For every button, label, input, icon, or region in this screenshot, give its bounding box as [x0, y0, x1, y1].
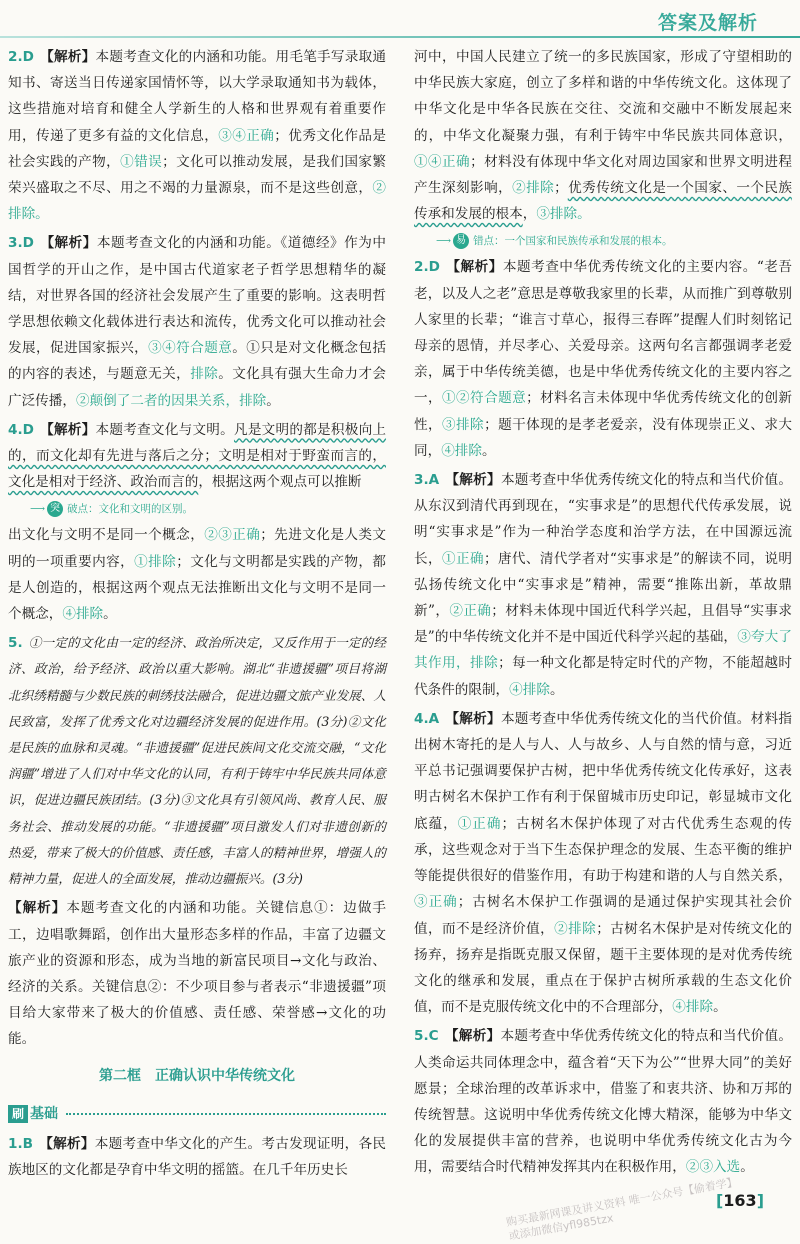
- analysis-paragraph: [8, 895, 386, 1052]
- answer-note: ①排除: [134, 553, 177, 570]
- answer-note: ①正确: [457, 815, 502, 832]
- analysis-tag: 【解析】: [39, 49, 96, 65]
- analysis-text: ；文化可以推动发展，是我们国家繁荣兴盛取之不尽、用之不竭的力量源泉，而不是这些创意，: [8, 153, 386, 197]
- tip-text: 错点：一个国家和民族传承和发展的根本。: [473, 235, 673, 248]
- question-number: 2.D: [414, 259, 440, 276]
- answer-entry: [8, 44, 386, 227]
- analysis-text: ；材料名言未体现中华优秀传统文化的创新性，: [414, 390, 792, 433]
- answer-note: ③排除。: [536, 206, 591, 223]
- question-number: 3.D: [8, 235, 34, 252]
- answer-note: 排除: [190, 366, 219, 383]
- answer-entry: [414, 254, 792, 464]
- model-answer: ①一定的文化由一定的经济、政治所决定，又反作用于一定的经济、政治，给予经济、政治以重大影响。湖北“非遗援疆”项目将湖北织绣精髓与少数民族的刺绣技法融合，促进边疆文旅产业发展、人民致富，发挥了优秀文化对边疆经济发展的促进作用。(3分)②文化是民族的血脉和灵魂。“非遗援疆”促进民族间文化交流交融，“文化润疆”增进了人们对中华文化的认同，有利于铸牢中华民族共同体意识，促进边疆民族团结。(3分)③文化具有引领风尚、教育人民、服务社会、推动发展的功能。“非遗援疆”项目激发人们对非遗创新的热爱，带来了极大的价值感、责任感，丰富人的精神世界，增强人的精神力量，促进人的全面发展，推动边疆振兴。(3分): [8, 635, 386, 887]
- question-number: 4.D: [8, 421, 34, 438]
- analysis-tag: 【解析】: [445, 710, 501, 727]
- analysis-text: 本题考查文化的内涵和功能。《道德经》作为中国哲学的开山之作，是中国古代道家老子哲学思想精华的凝结，对世界各国的经济社会发展产生了重要的影响。这表明哲学思想依赖文化载体进行表达和流传，优秀文化可以推动社会发展，促进国家振兴，: [8, 235, 386, 357]
- answer-entry: [414, 706, 792, 1020]
- key-sentence: 优秀传统文化是一个国家、一个民族传承和发展的根本: [414, 180, 792, 223]
- right-column: [414, 44, 792, 1184]
- question-number: 3.A: [414, 472, 440, 489]
- answer-entry: [8, 230, 386, 413]
- tip-note: [30, 498, 386, 520]
- answer-entry: [8, 1131, 386, 1183]
- analysis-text: ；材料没有体现中华文化对周边国家和世界文明进程产生深刻影响，: [414, 153, 792, 197]
- tip-arrow-icon: ⟶: [436, 235, 452, 248]
- analysis-tag: 【解析】: [8, 900, 67, 917]
- practice-badge: 刷: [8, 1105, 28, 1123]
- analysis-text: ；古树名木保护工作强调的是通过保护实现其社会价值，而不是经济价值，: [414, 894, 793, 937]
- answer-note: ④排除: [62, 606, 104, 623]
- left-entries: [8, 44, 386, 1053]
- analysis-text: 本题考查中华优秀传统文化的主要内容。“老吾老，以及人之老”意思是尊敬我家里的长辈，从而推广到尊敬别人家里的长辈；“谁言寸草心，报得三春晖”提醒人们时刻铭记母亲的恩情，并尽孝心、关爱母亲。这两句名言都强调孝老爱亲，属于中华传统美德，也是中华优秀传统文化的主要内容之一，: [414, 259, 792, 407]
- analysis-text: 本题考查中华优秀传统文化的特点和当代价值。人类命运共同体理念中，蕴含着“天下为公”“世界大同”的美好愿景；全球治理的改革诉求中，借鉴了和衷共济、协和万邦的传统智慧。这说明中华优秀传统文化博大精深，能够为中华文化的发展提供丰富的营养，也说明中华优秀传统文化古为今用，需要结合时代精神发挥其内在积极作用，: [414, 1028, 793, 1176]
- analysis-tag: 【解析】: [39, 235, 97, 252]
- tip-note: [436, 230, 792, 252]
- answer-entry-continued: [8, 522, 386, 627]
- question-number: 4.A: [414, 710, 440, 727]
- left-entries-after-section: [8, 1131, 386, 1183]
- analysis-text: 。文化具有强大生命力才会广泛传播，: [8, 366, 386, 409]
- question-number: 5.C: [414, 1028, 439, 1045]
- answer-note: ②排除。: [8, 180, 386, 223]
- analysis-text: ，: [522, 206, 537, 223]
- page-header-title: 答案及解析: [657, 12, 758, 34]
- watermark-text: 购买最新网课及讲义资料 唯一公众号【偷着学】或添加微信yfl985tzx: [505, 1176, 734, 1243]
- analysis-text: 本题考查文化的内涵和功能。关键信息①：边做手工，边唱歌舞蹈，创作出大量形态多样的作品，丰富了边疆文旅产业的资源和形态，成为当地的新富民项目→文化与政治、经济的关系。关键信息②：不少项目参与者表示“非遗援疆”项目给大家带来了极大的价值感、责任感、荣誉感→文化的功能。: [8, 900, 387, 1048]
- answer-entry: [414, 44, 792, 227]
- answer-note: ①正确: [441, 550, 484, 567]
- answer-note: ②③正确: [204, 527, 261, 544]
- analysis-text: 本题考查中华优秀传统文化的当代价值。材料指出树木寄托的是人与人、人与故乡、人与自然的情与意，习近平总书记强调要保护古树，把中华优秀传统文化传承好，这表明古树名木保护工作有利于保留城市历史印记，彰显城市文化底蕴，: [414, 710, 793, 832]
- analysis-tag: 【解析】: [38, 1135, 95, 1152]
- analysis-text: 。: [740, 1159, 754, 1176]
- analysis-text: ；唐代、清代学者对“实事求是”的解读不同，说明弘扬传统文化中“实事求是”精神，需要“推陈出新，革故鼎新”，: [414, 550, 793, 620]
- analysis-text: 。: [549, 681, 564, 698]
- tip-text: 破点：文化和文明的区别。: [67, 503, 194, 516]
- analysis-text: ；先进文化是人类文明的一项重要内容，: [8, 527, 386, 570]
- answer-entry: [8, 630, 386, 892]
- analysis-text: ；每一种文化都是特定时代的产物，不能超越时代条件的限制，: [414, 655, 792, 698]
- analysis-text: ；材料未体现中国近代科学兴起，且倡导“实事求是”的中华传统文化并不是中国近代科学兴起的基础，: [414, 603, 793, 646]
- analysis-text: 出文化与文明不是同一个概念，: [8, 527, 205, 544]
- analysis-text: 本题考查中华文化的产生。考古发现证明，各民族地区的文化都是孕育中华文明的摇篮。在几千年历史长: [8, 1135, 387, 1179]
- answer-note: ③④符合题意: [148, 340, 233, 357]
- question-number: 5.: [8, 635, 23, 652]
- answer-note: ④排除: [441, 442, 482, 459]
- answer-note: ①④正确: [414, 153, 471, 170]
- analysis-tag: 【解析】: [445, 472, 501, 489]
- tip-badge-icon: 突: [47, 501, 63, 517]
- answer-entry: [8, 417, 386, 496]
- analysis-text: 本题考查文化的内涵和功能。用毛笔手写录取通知书、寄送当日传递家国情怀等，以大学录取通知书为载体，这些措施对培育和健全人学新生的人格和世界观有着重要作用，传递了更多有益的文化信息，: [8, 49, 387, 144]
- answer-note: ②正确: [449, 603, 492, 620]
- analysis-text: ；文化与文明都是实践的产物，都是人创造的，根据这两个观点无法推断出文化与文明不是同一个概念，: [8, 553, 386, 623]
- analysis-text: 。①只是对文化概念包括的内容的表述，与题意无关，: [8, 340, 386, 383]
- answer-note: ③正确: [414, 894, 458, 911]
- answer-entry: [414, 467, 792, 703]
- analysis-text: 。: [266, 392, 280, 409]
- question-number: 2.D: [8, 49, 34, 65]
- answer-note: ②③入选: [685, 1159, 741, 1176]
- analysis-text: ；古树名木保护是对传统文化的扬弃，扬弃是指既克服又保留，题干主要体现的是对优秀传统文化的继承和发展，重点在于保护古树所承载的生态文化价值，而不是克服传统文化中的不合理部分，: [414, 920, 792, 1016]
- analysis-text: 。: [481, 442, 496, 459]
- answer-note: ③排除: [442, 416, 485, 433]
- tip-arrow-icon: ⟶: [30, 503, 46, 516]
- page-number: [ 163 ]: [716, 1191, 764, 1210]
- answer-note: ④排除: [672, 999, 714, 1016]
- analysis-text: ；: [554, 180, 568, 197]
- answer-note: ①错误: [120, 153, 163, 170]
- answer-note: ①②符合题意: [442, 390, 527, 407]
- analysis-tag: 【解析】: [445, 259, 503, 276]
- analysis-text: 河中，中国人民建立了统一的多民族国家，形成了守望相助的中华民族大家庭，创立了多样和谐的中华传统文化。这体现了中华文化是中华各民族在交往、交流和交融中不断发展起来的，中华文化凝聚力强，有利于铸牢中华民族共同体意识，: [414, 49, 792, 144]
- analysis-text: 本题考查文化与文明。: [95, 421, 234, 438]
- right-entries: [414, 44, 792, 1181]
- header-divider: [0, 36, 800, 38]
- answer-entry: [414, 1023, 792, 1180]
- answer-note: ②颠倒了二者的因果关系，排除: [75, 392, 267, 409]
- answer-note: ②排除: [512, 180, 555, 197]
- left-column: [8, 44, 386, 1186]
- question-number: 1.B: [8, 1135, 33, 1152]
- answer-note: ③④正确: [218, 127, 275, 144]
- analysis-tag: 【解析】: [39, 421, 96, 438]
- analysis-text: ；古树名木保护体现了对古代优秀生态观的传承，这些观念对于当下生态保护理念的发展、生态平衡的维护等能提供很好的借鉴作用，有助于构建和谐的人与自然关系，: [414, 815, 793, 885]
- answer-note: ④排除: [509, 681, 550, 698]
- practice-heading: [8, 1101, 386, 1127]
- tip-badge-icon: 易: [453, 233, 469, 249]
- answer-note: ②排除: [554, 920, 597, 937]
- practice-divider: [66, 1113, 386, 1115]
- key-sentence: 凡是文明的都是积极向上的，而文化却有先进与落后之分；文明是相对于野蛮而言的，文化是相对于经济、政治而言的: [8, 421, 387, 491]
- answer-note: ③夸大了其作用，排除: [414, 629, 793, 672]
- analysis-tag: 【解析】: [444, 1028, 501, 1045]
- practice-label: 基础: [30, 1105, 59, 1122]
- analysis-text: 。: [103, 606, 117, 623]
- section-title: 第二框 正确认识中华传统文化: [99, 1067, 295, 1084]
- analysis-text: ；优秀文化作品是社会实践的产物，: [8, 127, 386, 170]
- analysis-text: 本题考查中华优秀传统文化的特点和当代价值。从东汉到清代再到现在，“实事求是”的思想代代传承发展，说明“实事求是”作为一种治学态度和治学方法，在中国源远流长，: [414, 472, 793, 567]
- analysis-text: 。: [713, 999, 727, 1016]
- analysis-text: ，根据这两个观点可以推断: [198, 474, 362, 491]
- analysis-text: ；题干体现的是孝老爱亲，没有体现崇正义、求大同，: [414, 416, 792, 459]
